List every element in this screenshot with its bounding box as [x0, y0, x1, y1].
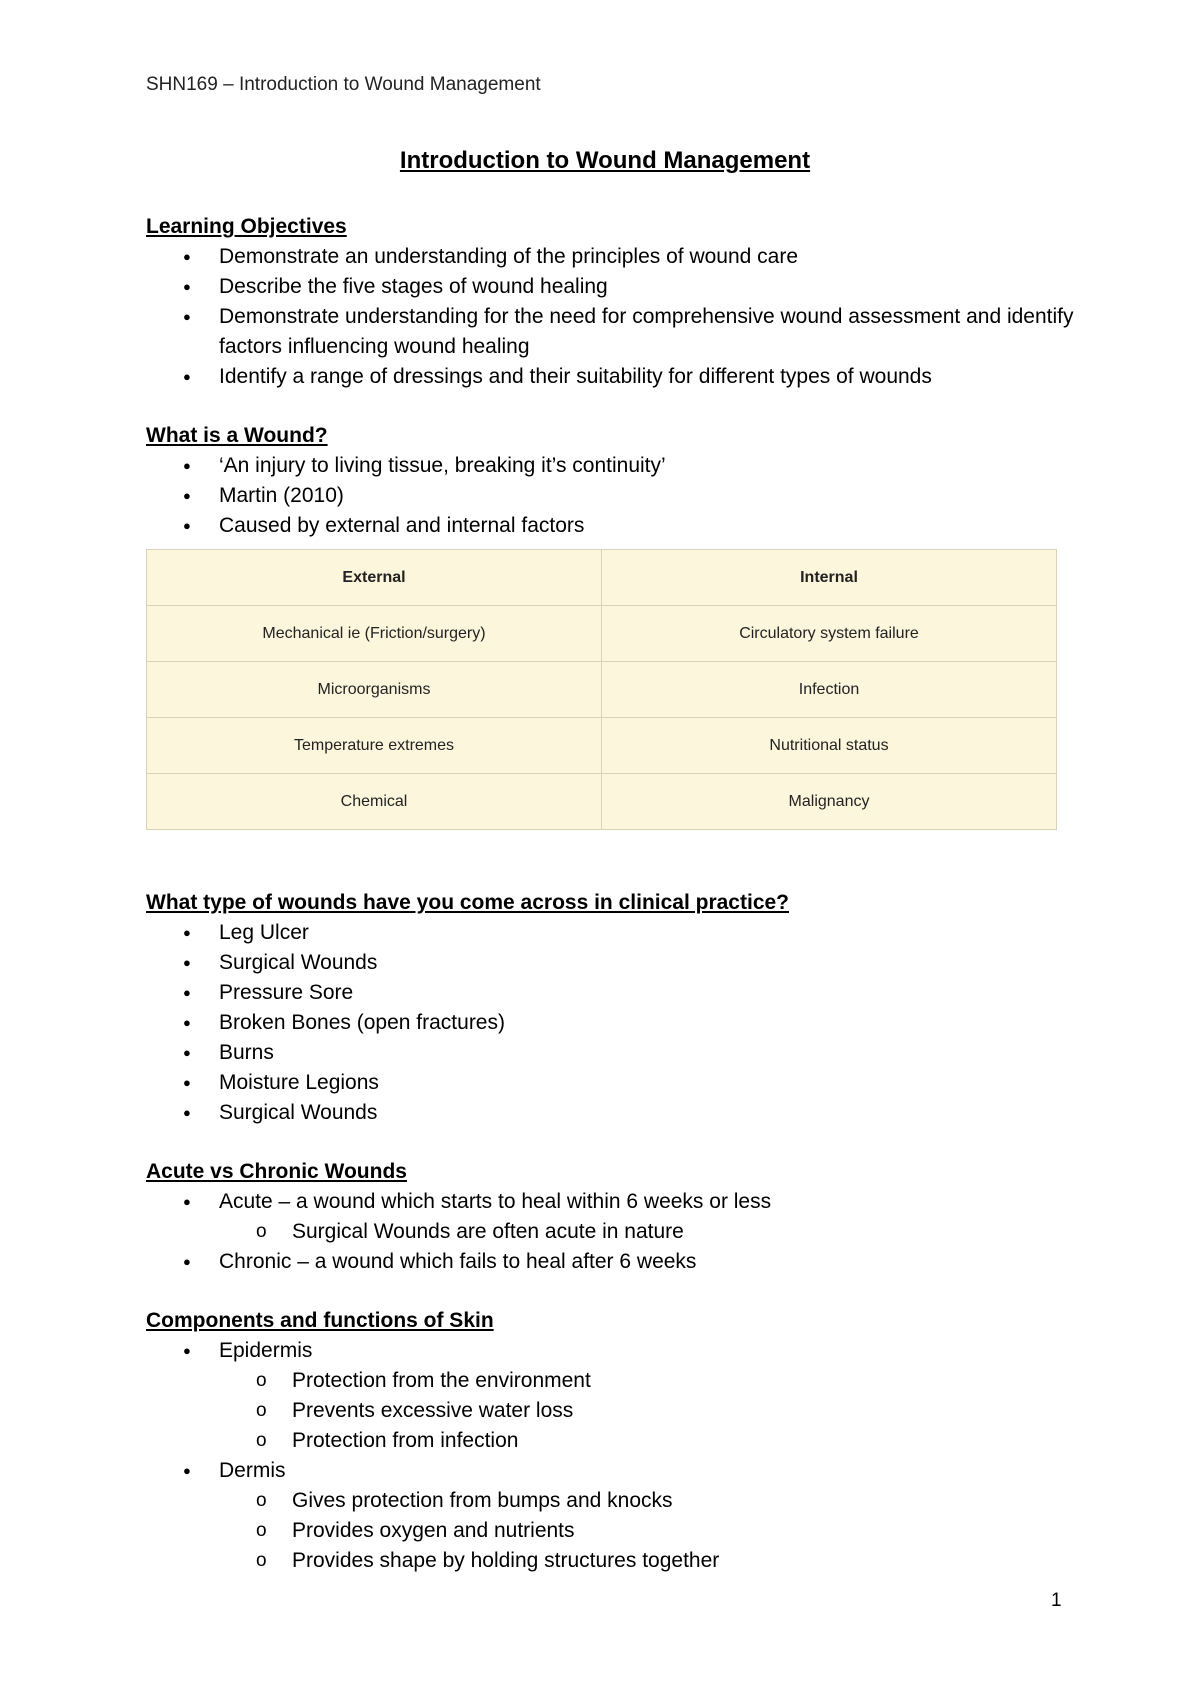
- table-cell: Chemical: [147, 774, 602, 830]
- list-item-text: Dermis: [219, 1459, 286, 1482]
- list-item: ● Demonstrate an understanding of the principles of wound care: [146, 242, 1076, 272]
- list-item: ● Identify a range of dressings and their suitability for different types of wounds: [146, 362, 1076, 392]
- list-item: ● Demonstrate understanding for the need for comprehensive wound assessment and identify factors influencing wound healing: [146, 302, 1076, 362]
- table-row: [147, 774, 1057, 830]
- table-cell: Circulatory system failure: [602, 606, 1057, 662]
- sub-list-item: o Provides shape by holding structures together: [219, 1546, 1076, 1576]
- table-row: [147, 718, 1057, 774]
- list-item: [146, 1187, 1076, 1247]
- bullet-list: [146, 451, 1076, 541]
- running-header: SHN169 – Introduction to Wound Management: [146, 74, 541, 95]
- section-what-is-wound: [146, 421, 1076, 541]
- list-item: [146, 1456, 1076, 1576]
- list-item: [146, 1336, 1076, 1456]
- list-item: ● Describe the five stages of wound healing: [146, 272, 1076, 302]
- table-cell: Mechanical ie (Friction/surgery): [147, 606, 602, 662]
- bullet-list: [146, 1187, 1076, 1277]
- bullet-list: [146, 918, 1076, 1128]
- section-heading: Components and functions of Skin: [146, 1309, 494, 1332]
- list-item: ● Martin (2010): [146, 481, 1076, 511]
- column-header: Internal: [602, 550, 1057, 606]
- sub-list-item: o Surgical Wounds are often acute in nature: [219, 1217, 1076, 1247]
- page-number: 1: [1051, 1590, 1062, 1611]
- table-cell: Nutritional status: [602, 718, 1057, 774]
- sub-list-item: o Prevents excessive water loss: [219, 1396, 1076, 1426]
- table-header-row: [147, 550, 1057, 606]
- section-heading: Acute vs Chronic Wounds: [146, 1160, 407, 1183]
- sub-list: [219, 1217, 1076, 1247]
- sub-list-item: o Gives protection from bumps and knocks: [219, 1486, 1076, 1516]
- list-item: ● Burns: [146, 1038, 1076, 1068]
- list-item-text: Acute – a wound which starts to heal within 6 weeks or less: [219, 1190, 772, 1213]
- section-heading: What type of wounds have you come across in clinical practice?: [146, 891, 790, 914]
- table-cell: Infection: [602, 662, 1057, 718]
- list-item: ● Moisture Legions: [146, 1068, 1076, 1098]
- document-title: Introduction to Wound Management: [399, 147, 811, 174]
- section-learning-objectives: [146, 212, 1076, 392]
- sub-list: [219, 1486, 1076, 1576]
- table-cell: Temperature extremes: [147, 718, 602, 774]
- list-item: ● Chronic – a wound which fails to heal after 6 weeks: [146, 1247, 1076, 1277]
- list-item: ● Pressure Sore: [146, 978, 1076, 1008]
- bullet-list: [146, 1336, 1076, 1576]
- list-item: ● Surgical Wounds: [146, 948, 1076, 978]
- wound-factors-table: [146, 549, 1057, 830]
- section-wound-types: [146, 888, 1076, 1128]
- section-heading: What is a Wound?: [146, 424, 328, 447]
- list-item-text: Epidermis: [219, 1339, 313, 1362]
- section-skin: [146, 1306, 1076, 1576]
- list-item: ● Broken Bones (open fractures): [146, 1008, 1076, 1038]
- section-acute-chronic: [146, 1157, 1076, 1277]
- sub-list-item: o Provides oxygen and nutrients: [219, 1516, 1076, 1546]
- list-item: ● ‘An injury to living tissue, breaking it’s continuity’: [146, 451, 1076, 481]
- sub-list-item: o Protection from the environment: [219, 1366, 1076, 1396]
- bullet-list: [146, 242, 1076, 392]
- column-header: External: [147, 550, 602, 606]
- sub-list-item: o Protection from infection: [219, 1426, 1076, 1456]
- table-cell: Malignancy: [602, 774, 1057, 830]
- table-cell: Microorganisms: [147, 662, 602, 718]
- document-body: [146, 212, 1076, 1576]
- sub-list: [219, 1366, 1076, 1456]
- list-item: ● Leg Ulcer: [146, 918, 1076, 948]
- list-item: ● Surgical Wounds: [146, 1098, 1076, 1128]
- table-row: [147, 606, 1057, 662]
- section-heading: Learning Objectives: [146, 215, 347, 238]
- list-item: ● Caused by external and internal factors: [146, 511, 1076, 541]
- table-row: [147, 662, 1057, 718]
